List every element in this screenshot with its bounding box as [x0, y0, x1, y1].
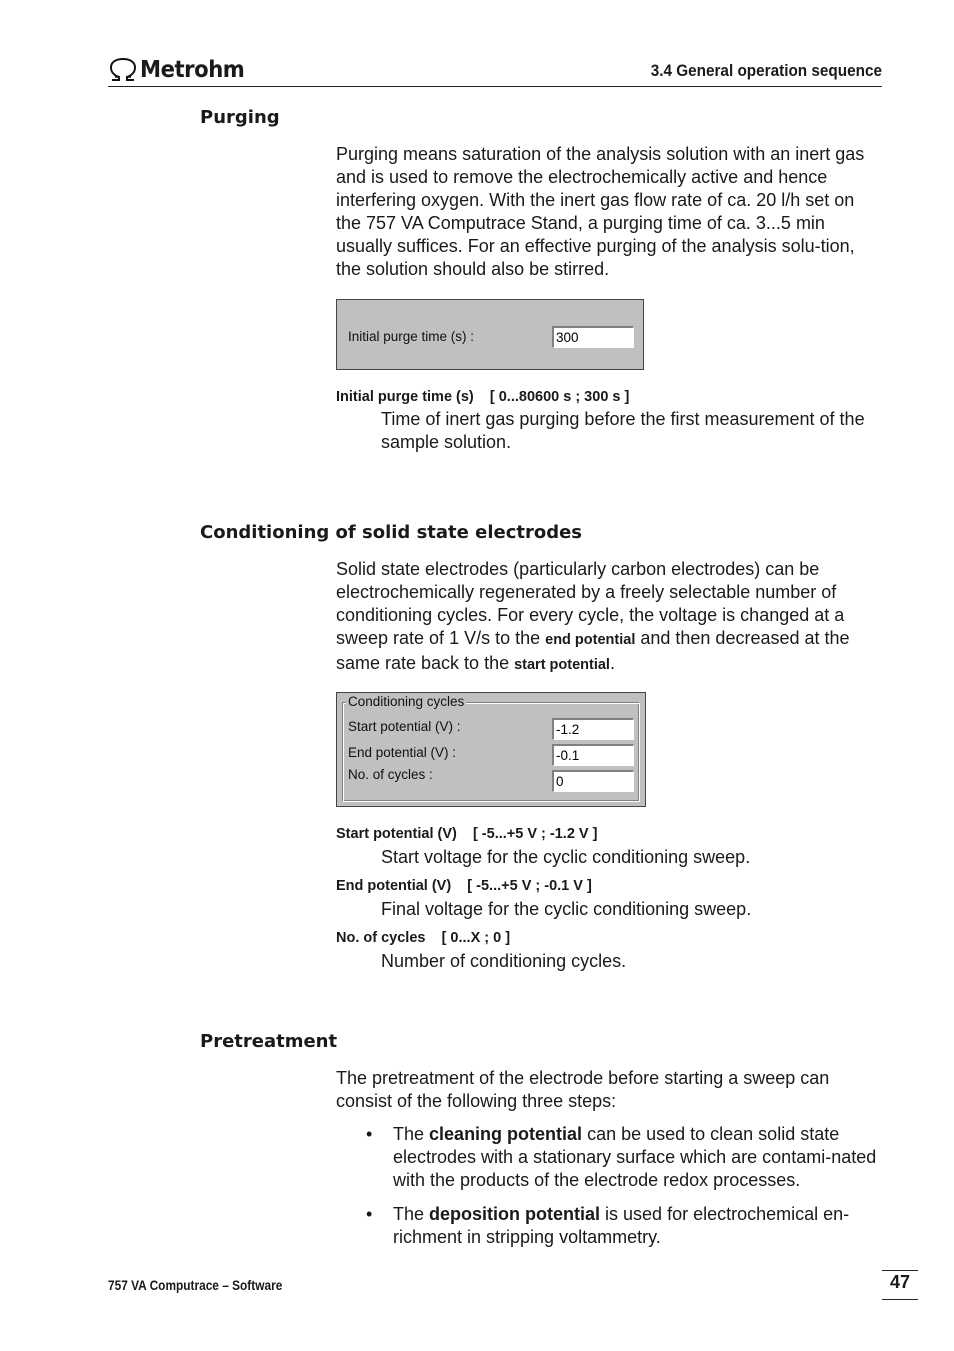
initial-purge-time-field[interactable]: 300: [552, 326, 634, 348]
logo-text: Metrohm: [140, 57, 245, 83]
section-title: 3.4 General operation sequence: [650, 61, 882, 80]
purging-paragraph: Purging means saturation of the analysis solution with an inert gas and is used to remove the electrochemically active and hence interfering oxygen. With the inert gas flow rate of ca. 20 l/h set on the 757 VA Computrace Stand, a purging time of ca. 3...5 min usually suffices. For an effective purging of the analysis solu-tion, the solution should also be stirred.: [336, 144, 865, 279]
heading-purging: Purging: [200, 107, 280, 128]
footer-product: 757 VA Computrace – Software: [108, 1278, 283, 1293]
term-deposition-potential: deposition potential: [429, 1204, 601, 1224]
bullet-cleaning-potential: The cleaning potential can be used to clean solid state electrodes with a stationary surface which are contami-nated with the products of the electrode redox processes.: [393, 1124, 877, 1190]
metrohm-logo: [108, 55, 253, 85]
header-rule: [108, 86, 882, 87]
heading-conditioning: Conditioning of solid state electrodes: [200, 522, 583, 543]
end-potential-field[interactable]: -0.1: [552, 744, 634, 766]
param-no-of-cycles-desc: Number of conditioning cycles.: [381, 951, 627, 971]
no-of-cycles-label: No. of cycles :: [348, 767, 433, 782]
param-start-potential-desc: Start voltage for the cyclic conditioning sweep.: [381, 847, 751, 867]
heading-pretreatment: Pretreatment: [200, 1031, 338, 1052]
page-number: 47: [889, 1272, 911, 1292]
param-start-potential: Start potential (V) [ -5...+5 V ; -1.2 V ]: [336, 826, 598, 842]
param-no-of-cycles: No. of cycles [ 0...X ; 0 ]: [336, 930, 511, 946]
start-potential-field[interactable]: -1.2: [552, 718, 634, 740]
term-start-potential: start potential: [514, 657, 610, 673]
bullet-dot: •: [366, 1124, 373, 1144]
param-initial-purge-time-desc: Time of inert gas purging before the first measurement of the sample solution.: [381, 409, 865, 452]
omega-icon: [108, 57, 138, 83]
term-end-potential: end potential: [545, 632, 636, 648]
initial-purge-time-label: Initial purge time (s) :: [348, 329, 475, 344]
bullet-deposition-potential: The deposition potential is used for electrochemical en-richment in stripping voltammetry.: [393, 1204, 850, 1247]
param-end-potential: End potential (V) [ -5...+5 V ; -0.1 V ]: [336, 878, 592, 894]
conditioning-paragraph: Solid state electrodes (particularly carbon electrodes) can be electrochemically regenerated by a freely selectable number of conditioning cycles. For every cycle, the voltage is changed at a sweep rate of 1 V/s to the end potential and then decreased at the same rate back to the start potential.: [336, 559, 850, 673]
no-of-cycles-field[interactable]: 0: [552, 770, 634, 792]
purge-dialog: [336, 299, 644, 370]
end-potential-label: End potential (V) :: [348, 745, 457, 760]
term-cleaning-potential: cleaning potential: [429, 1124, 583, 1144]
bullet-dot: •: [366, 1204, 373, 1224]
conditioning-dialog: [336, 692, 646, 807]
pretreatment-paragraph: The pretreatment of the electrode before starting a sweep can consist of the following three steps:: [336, 1068, 830, 1111]
conditioning-cycles-title: Conditioning cycles: [348, 694, 465, 709]
start-potential-label: Start potential (V) :: [348, 719, 461, 734]
param-end-potential-desc: Final voltage for the cyclic conditioning sweep.: [381, 899, 752, 919]
param-initial-purge-time: Initial purge time (s) [ 0...80600 s ; 300 s ]: [336, 389, 630, 405]
